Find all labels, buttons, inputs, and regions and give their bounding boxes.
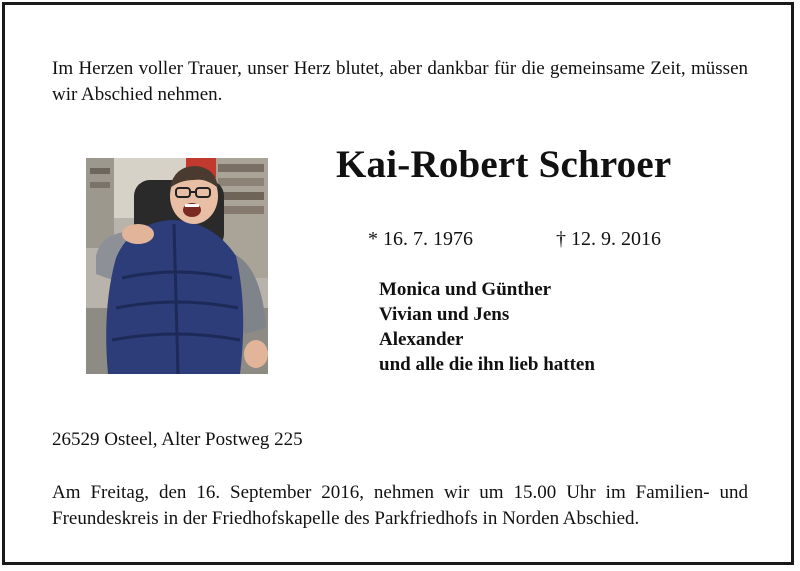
service-text: Am Freitag, den 16. September 2016, nehmen wir um 15.00 Uhr im Familien- und Freundeskreis in der Friedhofskapelle des Parkfriedhofs in Norden Abschied. bbox=[52, 482, 748, 529]
address-line: 26529 Osteel, Alter Postweg 225 bbox=[52, 429, 303, 450]
portrait-photo bbox=[86, 158, 268, 374]
mourner-line: und alle die ihn lieb hatten bbox=[379, 354, 595, 375]
mourner-line: Monica und Günther bbox=[379, 279, 552, 300]
mourner-line: Alexander bbox=[379, 329, 464, 350]
mourner-line: Vivian und Jens bbox=[379, 304, 510, 325]
birth-date: * 16. 7. 1976 bbox=[368, 228, 473, 250]
deceased-name: Kai-Robert Schroer bbox=[336, 143, 672, 186]
intro-text: Im Herzen voller Trauer, unser Herz blutet, aber dankbar für die gemeinsame Zeit, müssen wir Abschied nehmen. bbox=[52, 58, 748, 105]
mourners-list bbox=[379, 277, 595, 377]
death-date: † 12. 9. 2016 bbox=[556, 228, 661, 250]
